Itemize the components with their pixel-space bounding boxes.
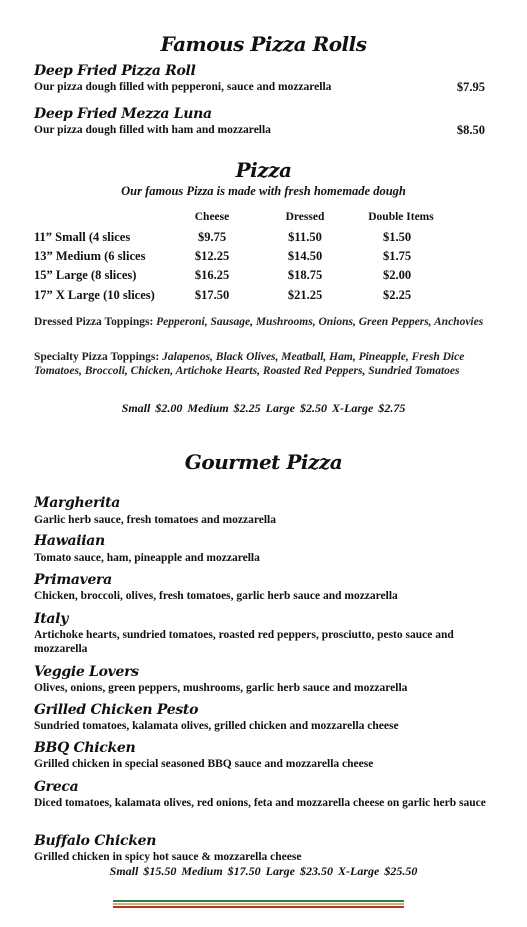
item-description: Our pizza dough filled with pepperoni, sauce and mozzarella bbox=[34, 81, 332, 93]
price-dressed: $14.50 bbox=[287, 249, 323, 263]
item-description: Grilled chicken in special seasoned BBQ sauce and mozzarella cheese bbox=[34, 758, 374, 770]
item-name: Primavera bbox=[34, 572, 112, 588]
item-name: Grilled Chicken Pesto bbox=[34, 702, 199, 718]
divider-stripe-red bbox=[113, 906, 404, 908]
item-description: Our pizza dough filled with ham and mozzarella bbox=[34, 124, 271, 136]
item-description: Chicken, broccoli, olives, fresh tomatoes, garlic herb sauce and mozzarella bbox=[34, 590, 398, 602]
price-double: $1.50 bbox=[382, 230, 412, 244]
item-description: Olives, onions, green peppers, mushrooms, garlic herb sauce and mozzarella bbox=[34, 682, 408, 694]
price-double: $2.00 bbox=[382, 268, 412, 282]
item-name: BBQ Chicken bbox=[34, 740, 136, 756]
gourmet-prices: Small $15.50 Medium $17.50 Large $23.50 X-Large $25.50 bbox=[109, 864, 418, 878]
item-price: $7.95 bbox=[456, 80, 485, 94]
item-name: Margherita bbox=[34, 495, 121, 511]
size-label: 13” Medium (6 slices bbox=[34, 249, 146, 263]
price-cheese: $16.25 bbox=[194, 268, 230, 282]
dressed-toppings-list: Pepperoni, Sausage, Mushrooms, Onions, Green Peppers, Anchovies bbox=[156, 316, 484, 328]
price-double: $1.75 bbox=[382, 249, 412, 263]
item-name: Deep Fried Mezza Luna bbox=[34, 106, 212, 122]
specialty-toppings-list: Jalapenos, Black Olives, Meatball, Ham, Pineapple, Fresh Dice Tomatoes, Broccoli, Chicken, Artichoke Hearts, Roasted Red Peppers, Sundried Tomatoes bbox=[34, 351, 465, 377]
dressed-toppings bbox=[34, 315, 489, 329]
section-heading-pizza: Pizza bbox=[235, 158, 292, 182]
item-name: Buffalo Chicken bbox=[34, 833, 157, 849]
topping-prices: Small $2.00 Medium $2.25 Large $2.50 X-Large $2.75 bbox=[121, 401, 406, 415]
size-label: 15” Large (8 slices) bbox=[34, 268, 137, 282]
specialty-toppings-label: Specialty Pizza Toppings: bbox=[34, 351, 160, 363]
item-description: Artichoke hearts, sundried tomatoes, roasted red peppers, prosciutto, pesto sauce and mozzarella bbox=[34, 629, 454, 655]
item-description: Grilled chicken in spicy hot sauce & mozzarella cheese bbox=[34, 851, 302, 863]
item-name: Greca bbox=[34, 779, 79, 795]
item-description: Sundried tomatoes, kalamata olives, grilled chicken and mozzarella cheese bbox=[34, 720, 399, 732]
section-heading-gourmet: Gourmet Pizza bbox=[184, 450, 343, 474]
item-name: Hawaiian bbox=[34, 533, 105, 549]
price-double: $2.25 bbox=[382, 288, 412, 302]
column-header-cheese: Cheese bbox=[194, 211, 230, 223]
column-header-double: Double Items bbox=[368, 211, 434, 223]
pizza-subtitle: Our famous Pizza is made with fresh homemade dough bbox=[121, 184, 406, 198]
divider-stripe-green bbox=[113, 900, 404, 902]
price-dressed: $18.75 bbox=[287, 268, 323, 282]
item-name: Deep Fried Pizza Roll bbox=[34, 63, 196, 79]
size-label: 17” X Large (10 slices) bbox=[34, 288, 155, 302]
item-price: $8.50 bbox=[456, 123, 485, 137]
specialty-toppings bbox=[34, 350, 489, 378]
item-name: Veggie Lovers bbox=[34, 664, 139, 680]
price-cheese: $17.50 bbox=[194, 288, 230, 302]
price-cheese: $12.25 bbox=[194, 249, 230, 263]
dressed-toppings-label: Dressed Pizza Toppings: bbox=[34, 316, 154, 328]
item-description: Garlic herb sauce, fresh tomatoes and mozzarella bbox=[34, 514, 276, 526]
price-dressed: $11.50 bbox=[288, 230, 322, 244]
item-name: Italy bbox=[34, 611, 69, 627]
section-heading-rolls: Famous Pizza Rolls bbox=[160, 32, 367, 56]
divider-stripe-tan bbox=[113, 903, 404, 905]
item-description: Diced tomatoes, kalamata olives, red onions, feta and mozzarella cheese on garlic herb sauce bbox=[34, 797, 486, 809]
column-header-dressed: Dressed bbox=[285, 211, 325, 223]
price-cheese: $9.75 bbox=[197, 230, 227, 244]
size-label: 11” Small (4 slices bbox=[34, 230, 131, 244]
item-description: Tomato sauce, ham, pineapple and mozzarella bbox=[34, 552, 260, 564]
price-dressed: $21.25 bbox=[287, 288, 323, 302]
